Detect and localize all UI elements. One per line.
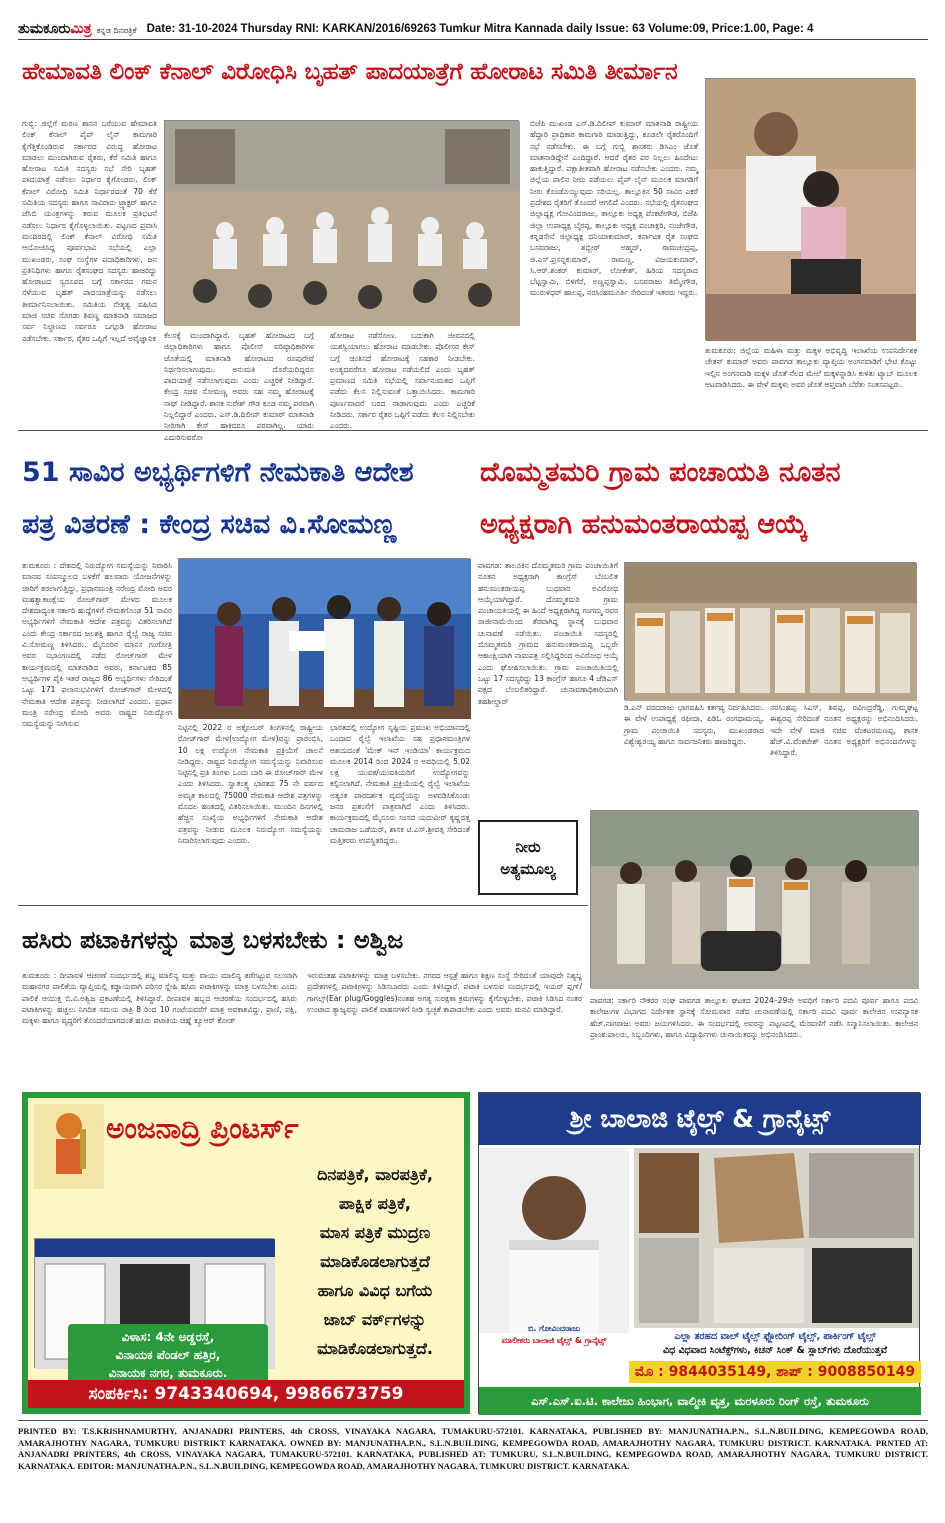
meeting-photo [164, 120, 519, 325]
ad1-hanuman-image [34, 1104, 104, 1189]
ad2-title: ಶ್ರೀ ಬಾಲಾಜಿ ಟೈಲ್ಸ್ & ಗ್ರಾನೈಟ್ಸ್ [479, 1093, 921, 1145]
balaji-tiles-ad [478, 1092, 920, 1414]
story1-headline: ಹೇಮಾವತಿ ಲಿಂಕ್ ಕೆನಾಲ್ ವಿರೋಧಿಸಿ ಬೃಹತ್ ಪಾದಯಾತ್ರೆಗೆ ಹೋರಾಟ ಸಮಿತಿ ತೀರ್ಮಾನ [22, 59, 678, 85]
ad2-phone: ಮೊ : 9844035149, ಶಾಪ್ : 9008850149 [629, 1361, 921, 1383]
story4-column-1: ತುಮಕೂರು : ದೀಪಾವಳಿ ಆಚರಣೆ ಸಂದರ್ಭದಲ್ಲಿ ಶಬ್ದ ಮಾಲಿನ್ಯ ಮತ್ತು ವಾಯು ಮಾಲಿನ್ಯ ತಡೆಗಟ್ಟುವ ಸಲುವಾಗಿ ಮಹಾನಗರ ಪಾಲಿಕೆಯ ವ್ಯಾಪ್ತಿಯಲ್ಲಿ ಕಡ್ಡಾಯವಾಗಿ ಪರಿಸರ ಸ್ನೇಹಿ ಹಸಿರು ಪಟಾಕಿಗಳನ್ನು ಮಾತ್ರ ಬಳಸಬೇಕು ಎಂದು ಪಾಲಿಕೆ ಆಯುಕ್ತ ಬಿ.ವಿ.ಅಶ್ವಿಜ ಪ್ರಕಟಣೆಯಲ್ಲಿ ತಿಳಿಸಿದ್ದಾರೆ. ದೀಪಾವಳಿ ಹಬ್ಬದ ಆಚರಣೆಯ ಸಂದರ್ಭದಲ್ಲಿ ಹಸಿರು ಪಟಾಕಿಗಳನ್ನು ಹಚ್ಚಲು ನಿಗದಿತ ಸಮಯ ರಾತ್ರಿ 8 ರಿಂದ 10 ಗಂಟೆಯವರೆಗೆ ಮಾತ್ರ ಅವಕಾಶವಿದ್ದು, ಪ್ರಾಣಿ, ಪಕ್ಷಿ, ಮಕ್ಕಳು ಹಾಗೂ ವೃದ್ಧರಿಗೆ ತೊಂದರೆಯಾಗದಂತೆ ಹಸಿರು ಪಟಾಕಿಯ ಚಿಹ್ನೆ ಕ್ಯೂಆರ್ ಕೋಡ್ [22, 971, 297, 1026]
panchayat-photo [624, 562, 916, 700]
rozgar-mela-photo-image [179, 559, 471, 719]
story1-column-1: ಗುಬ್ಬಿ: ಜಿಲ್ಲೆಗೆ ಮರಣ ಶಾಸನ ಬರೆಯುವ ಹೇಮಾವತಿ ಲಿಂಕ್ ಕೆನಾಲ್ ಪೈಪ್ ಲೈನ್ ಕಾಮಗಾರಿ ಕೈಗೆತ್ತಿಕೊಂಡಿರುವ ಸರ್ಕಾರದ ವಿರುದ್ಧ ಹೋರಾಟ ಮಾಡಲು ಮುಂದಾಗಿರುವ ರೈತರು, ಕೆರೆ ಸಮಿತಿ ಹಾಗೂ ಹೋರಾಟ ಸಮಿತಿ ಸದಸ್ಯರು ಸಭೆ ಸೇರಿ ಬೃಹತ್ ಪಾದಯಾತ್ರೆ ನಡೆಸಲು ನಿರ್ಧಾರ ಕೈಗೊಂಡರು. ಲಿಂಕ್ ಕೆನಾಲ್ ವಿರೋಧಿ ಸಮಿತಿ ನಿರ್ಧಾರದಂತೆ 70 ಕೆರೆ ಸಮಿತಿಯ ಸದಸ್ಯರು ಹಾಗೂ ಸಾವಿರಾರು ಟ್ರ್ಯಾಕ್ಟರ್ ಹಾಗೂ ಜೆಸಿಬಿ ಯಂತ್ರಗಳನ್ನು ತರುವ ಮೂಲಕ ಪ್ರತಿಭಟನೆ ನಡೆಸಲು ನಿರ್ಧಾರ ಕೈಗೊಳ್ಳಲಾಯಿತು. ಪಟ್ಟಣದ ಪ್ರವಾಸಿ ಮಂದಿರದಲ್ಲಿ ಲಿಂಕ್ ಕೆನಾಲ್ ವಿರೋಧಿ ಸಮಿತಿ ಆಯೋಜಿಸಿದ್ದ ಪೂರ್ವಭಾವಿ ಸಭೆಯಲ್ಲಿ ಎಲ್ಲಾ ಮುಖಂಡರು, ಸಂಘ ಸಂಸ್ಥೆಗಳ ಪದಾಧಿಕಾರಿಗಳು, ಜನ ಪ್ರತಿನಿಧಿಗಳು ಹಾಗೂ ರೈತಸಂಘದ ಸದಸ್ಯರು ಹಾಜರಿದ್ದು ಹೋರಾಟದ ಸ್ವರೂಪದ ಬಗ್ಗೆ ಸರ್ಕಾರದ ಗಮನ ಸೆಳೆಯುವ ಬೃಹತ್ ಪಾದಯಾತ್ರೆಯನ್ನು ನಡೆಸಲು ತೀರ್ಮಾನಿಸಲಾಯಿತು. ಸಮಿತಿಯ ನೇತೃತ್ವ ವಹಿಸಿದ ಮಾಜಿ ಸಚಿವ ಸೊಗಡು ಶಿವಣ್ಣ ಮಾತನಾಡಿ ಸಮಾಜದ ಸರ್ವ ನಿಲ್ದಾಣದ ಸರ್ವರೂ ಒಗ್ಗೂಡಿ ಹೋರಾಟ ನಡೆಸಬೇಕು. ಸರ್ಕಾರ, ರೈತರ ಒಪ್ಪಿಗೆ ಇಲ್ಲದೆ ಅವೈಜ್ಞಾನಿಕ [22, 119, 157, 343]
ad1-title: ಅಂಜನಾದ್ರಿ ಪ್ರಿಂಟರ್ಸ್ [106, 1112, 299, 1145]
imprint-footer: PRINTED BY: T.S.KRISHNAMURTHY, ANJANADRI PRINTERS, 4th CROSS, VINAYAKA NAGARA, TUMAKURU-572101. KARNATAKA, PUBLISHED BY: MANJUNATHA.P.N., S.L.N.BUILDING, KEMPEGOWDA ROAD, AMARAJHOTHY NAGARA, TUMKURU DISTRIKT KARNATAKA. OWNED BY: MANJUNATHA.P.N., S.L.N.BUILDING, KEMPEGOWDA ROAD, AMARAJHOTHY NAGARA, TUMKURU DISTRICT. KARNATAKA. PRNTED AT: ANJANADRI PRINTERS, 4th CROSS, VINAYAKA NAGARA, TUMAKURU-572101. KARNATAKA, PUBLISHED AT: TUMKURU, S.L.N.BUILDING, KEMPEGOWDA ROAD, AMARAJHOTHY NAGARA, TUMKURU DISTRICT. KARNATAKA. EDITOR: MANJUNATHA.P.N., S.L.N.BUILDING, KEMPEGOWDA ROAD, AMARAJHOTHY NAGARA, TUMKURU DISTRICT. KARNATAKA. [18, 1426, 928, 1471]
anganwadi-photo [705, 78, 915, 340]
ad1-services: ದಿನಪತ್ರಿಕೆ, ವಾರಪತ್ರಿಕೆ, ಪಾಕ್ಷಿಕ ಪತ್ರಿಕೆ, ಮಾಸ ಪತ್ರಿಕೆ ಮುದ್ರಣ ಮಾಡಿಕೊಡಲಾಗುತ್ತದೆ ಹಾಗೂ ವಿವಿಧ ಬಗೆಯ ಜಾಬ್ ವರ್ಕ್‌ಗಳನ್ನು ಮಾಡಿಕೊಡಲಾಗುತ್ತದೆ. [317, 1165, 433, 1358]
hanuman-illustration-icon [34, 1104, 104, 1189]
panchayat-photo-image [625, 563, 917, 701]
teachers-election-photo-image [591, 811, 919, 989]
meeting-photo-image [165, 121, 520, 326]
ad2-tiles-photo [634, 1148, 919, 1328]
story4-headline: ಹಸಿರು ಪಟಾಕಿಗಳನ್ನು ಮಾತ್ರ ಬಳಸಬೇಕು : ಅಶ್ವಿಜ [22, 926, 404, 954]
story3-column-1: ಪಾವಗಡ: ತಾಲೂಕಿನ ದೊಮ್ಮತಮರಿ ಗ್ರಾಮ ಪಂಚಾಯಿತಿಗೆ ನೂತನ ಅಧ್ಯಕ್ಷರಾಗಿ ಕಾಂಗ್ರೆಸ್ ಬೆಂಬಲಿತ ಹನುಮಂತರಾಯಪ್ಪ ಬುಧವಾರ ಅವಿರೋಧ ಆಯ್ಕೆಯಾಗಿದ್ದಾರೆ. ದೊಮ್ಮತಮರಿ ಗ್ರಾಮ ಪಂಚಾಯತಿಯಲ್ಲಿ ಈ ಹಿಂದೆ ಅಧ್ಯಕ್ಷರಾಗಿದ್ದ ಗಂಗಮ್ಮ ರವರ ರಾಜೀನಾಮೆಯಿಂದ ತೆರವಾಗಿದ್ದ ಸ್ಥಾನಕ್ಕೆ ಬುಧವಾರ ಚುನಾವಣೆ ನಡೆಯಿತು. ಪಂಚಾಯಿತಿ ಸದಸ್ಯರಲ್ಲಿ ದೊಮ್ಮತಮರಿ ಗ್ರಾಮದ ಹನುಮಂತರಾಯಪ್ಪ ಒಬ್ಬರೇ ಆಕಾಂಕ್ಷಿಯಾಗಿ ನಾಮಪತ್ರ ಸಲ್ಲಿಸಿದ್ದರಿಂದ ಅವಿರೋಧ ಆಯ್ಕೆ ಎಂದು ಘೋಷಿಸಲಾಯಿತು. ಗ್ರಾಮ ಪಂಚಾಯಿತಿಯಲ್ಲಿ ಒಟ್ಟು 17 ಸದಸ್ಯರಿದ್ದು 13 ಕಾಂಗ್ರೆಸ್ ಹಾಗೂ 4 ಜೆಡಿಎಸ್ ಪಕ್ಷದ ಬೆಂಬಲಿತರಿದ್ದಾರೆ. ಚುನಾವಣಾಧಿಕಾರಿಯಾಗಿ ತಹಶೀಲ್ದಾರ್ [478, 561, 618, 706]
anganwadi-caption: ತುಮಕೂರು: ಜಿಲ್ಲೆಯ ಮಹಿಳಾ ಮತ್ತು ಮಕ್ಕಳ ಅಭಿವೃದ್ಧಿ ಇಲಾಖೆಯ ಉಪನಿರ್ದೇಶಕ ಚೇತನ್ ಕುಮಾರ್ ಅವರು ಪಾವಗಡ ತಾಲ್ಲೂಕು ವ್ಯಾಪ್ತಿಯ ಅಂಗನವಾಡಿಗೆ ಭೇಟಿ ಕೊಟ್ಟು ಇಲ್ಲಿನ ಅಂಗನವಾಡಿ ಮಕ್ಕಳ ಜೊತೆ ನೆಲದ ಮೇಲೆ ಮಕ್ಕಳನ್ನಾಡಿಸಿ ಕುಳಿತು ಟ್ಯಾಬ್ ಮೂಲಕ ಆಟವಾಡಿಸಿದರು. ಈ ವೇಳೆ ಮಕ್ಕಳು ಅವರ ಜೊತೆ ಆಪ್ತವಾಗಿ ಬೆರೆತು ಸಂತಸಪಟ್ಟರು. [705, 346, 917, 389]
ad2-products: ಎಲ್ಲಾ ತರಹದ ವಾಲ್ ಟೈಲ್ಸ್ ಫ್ಲೋರಿಂಗ್ ಟೈಲ್ಸ್, ಪಾರ್ಕಿಂಗ್ ಟೈಲ್ಸ್ ವಿಧ ವಿಧವಾದ ಸಿಂಟೆಕ್ಸ್‌ಗಳು, ಕಿಚನ್ ಸಿಂಕ್ & ಸ್ಲಾಬ್‌ಗಳು ದೊರೆಯುತ್ತವೆ [662, 1331, 888, 1356]
story2-column-2: ನಿಟ್ಟಿನಲ್ಲಿ 2022 ರ ಅಕ್ಟೋಬರ್ ತಿಂಗಳಿನಲ್ಲಿ ರಾಷ್ಟ್ರೀಯ ರೋಜ್‌ಗಾರ್ ಮೇಳ(ಉದ್ಯೋಗ ಮೇಳ)ವನ್ನು ಪ್ರಾರಂಭಿಸಿ, 10 ಲಕ್ಷ ಉದ್ಯೋಗ ನೇಮಕಾತಿ ಪ್ರಕ್ರಿಯೆಗೆ ಚಾಲನೆ ನೀಡಿದ್ದರು. ರಾಷ್ಟ್ರದ ನಿರುದ್ಯೋಗ ಸಮಸ್ಯೆಯನ್ನು ನಿವಾರಿಸುವ ನಿಟ್ಟಿನಲ್ಲಿ ಪ್ರತಿ ತಿಂಗಳು ಒಂದು ಬಾರಿ ಈ ರೋಜ್‌ಗಾರ್ ಮೇಳ ಎಂದು ತಿಳಿಸಿದರು. ಸ್ವಾತಂತ್ರ್ಯ ಭಾರತದ 75 ನೇ ವರ್ಷದ ಅಮೃತ ಕಾಲದಲ್ಲಿ 75000 ನೇಮಕಾತಿ ಆದೇಶ ಪತ್ರಗಳನ್ನು ಮೊದಲ ಹಂತದಲ್ಲಿ ವಿತರಿಸಲಾಯಿತು. ಮುಂದಿನ ದಿನಗಳಲ್ಲಿ ಹೆಚ್ಚಿನ ಸಂಖ್ಯೆಯ ಅಭ್ಯರ್ಥಿಗಳಿಗೆ ನೇಮಕಾತಿ ಆದೇಶ ಪತ್ರವನ್ನು ನೀಡುವ ಮೂಲಕ ನಿರುದ್ಯೋಗ ಸಮಸ್ಯೆಯನ್ನು ನಿವಾರಿಸಲಾಗುವುದು ಎಂದರು. [178, 723, 323, 845]
anjanadri-printers-ad [22, 1092, 470, 1414]
panchayat-caption-b: ನರಸಿಂಹಪ್ಪ ಸಿಎಸ್, ಶಿವಪ್ಪ, ರವೀಂದ್ರರೆಡ್ಡಿ, ಗುಮ್ಮಘಟ್ಟ ಈಶ್ವರಪ್ಪ ಸೇರಿದಂತೆ ನೂತನ ಅಧ್ಯಕ್ಷರನ್ನು ಅಭಿನಂದಿಸಿದರು. ಇದೇ ವೇಳೆ ಮಾಜಿ ಸಚಿವ ವೆಂಕಟರಮಣಪ್ಪ, ಶಾಸಕ ಹೆಚ್.ವಿ.ವೆಂಕಟೇಶ್ ನೂತನ ಅಧ್ಯಕ್ಷರಿಗೆ ಅಭಿನಂದನೆಗಳನ್ನು ತಿಳಿಸಿದ್ದಾರೆ. [770, 703, 918, 758]
story3-headline-2: ಅಧ್ಯಕ್ಷರಾಗಿ ಹನುಮಂತರಾಯಪ್ಪ ಆಯ್ಕೆ [480, 509, 808, 540]
masthead [18, 18, 928, 40]
divider [18, 905, 588, 906]
ad1-address: ವಿಳಾಸ: 4ನೇ ಅಡ್ಡರಸ್ತೆ, ವಿನಾಯಕ ಪೆಂಡಲ್ ಹತ್ತಿರ, ವಿನಾಯಕ ನಗರ, ತುಮಕೂರು. [68, 1324, 268, 1386]
ad2-owner: ಬಿ. ಗೋವಿಂದರಾಜು ಮಾಲೀಕರು ಬಾಲಾಜಿ ಟೈಲ್ಸ್ & ಗ್ರಾನೈಟ್ಸ್ [501, 1324, 607, 1345]
masthead-logo: ತುಮಕೂರುಮಿತ್ರ ಕನ್ನಡ ದಿನಪತ್ರಿಕೆ [18, 20, 137, 37]
panchayat-caption-a: ಡಿ.ಎನ್ ವರದರಾಜು ಭಾಗವಹಿಸಿ ಕರ್ತವ್ಯ ನಿರ್ವಹಿಸಿದರು. ಈ ವೇಳೆ ಉಪಾಧ್ಯಕ್ಷೆ ರಫೀದಾ, ಪಿಡಿಓ ರಂಗಧಾಮಯ್ಯ, ಗ್ರಾಮ ಪಂಚಾಯಿತಿ ಸದಸ್ಯರು, ಮುಖಂಡರಾದ ವಿಶ್ವೇಶ್ವರಯ್ಯ ಹಾಗೂ ಸಾರ್ವಜನಿಕರು ಹಾಜರಿದ್ದರು. [624, 703, 764, 746]
story1-column-4: ಬಿಜೆಪಿ ಮುಖಂಡ ಎಸ್.ಡಿ.ದಿಲೀಪ್ ಕುಮಾರ್ ಮಾತನಾಡಿ ರಾಷ್ಟ್ರೀಯ ಹೆದ್ದಾರಿ ಪ್ರಾಧಿಕಾರ ಕಾಮಗಾರಿ ಮಾಡುತ್ತಿದ್ದು, ಕೂಡಲೇ ರೈತರೊಂದಿಗೆ ಸಭೆ ನಡೆಸಬೇಕು. ಈ ಬಗ್ಗೆ ಗುಬ್ಬಿ ಶಾಸಕರು ಡಿಸಿಎಂ ಜೊತೆ ಮಾತನಾಡಿದ್ದೇನೆ ಎಂದಿದ್ದಾರೆ. ಆದರೆ ರೈತರ ಪರ ನಿಲ್ಲಲು ಹಿಂದೇಟು ಹಾಕುತ್ತಿದ್ದಾರೆ. ಪಕ್ಷಾತೀತವಾಗಿ ಹೋರಾಟ ನಡೆಸಬೇಕು ಎಂದರು. ನಮ್ಮ ಜಿಲ್ಲೆಯ ಪಾಲಿನ ನೀರು ಪಡೆಯಲು ಪೈಪ್ ಲೈನ್ ಮೂಲಕ ಮಾಗಡಿಗೆ ನೀರು ಕೊಂಡೊಯ್ಯುವುದು ಸರಿಯಲ್ಲ. ತಾಲ್ಲೂಕಿನ 50 ಸಾವಿರ ಎಕರೆ ಪ್ರದೇಶದ ರೈತರಿಗೆ ತೊಂದರೆ ಆಗಲಿದೆ ಎಂದರು. ಸಭೆಯಲ್ಲಿ ರೈತಸಂಘದ ಜಿಲ್ಲಾಧ್ಯಕ್ಷ ಗೋವಿಂದರಾಜು, ತಾಲ್ಲೂಕು ಅಧ್ಯಕ್ಷ ವೆಂಕಟೇಗೌಡ, ಬಿಜೆಪಿ ಜಿಲ್ಲಾ ಉಪಾಧ್ಯಕ್ಷ ಬೈರಪ್ಪ, ತಾಲ್ಲೂಕು ಅಧ್ಯಕ್ಷ ಪಂಚಾಕ್ಷರಿ, ನಂಜೇಗೌಡ, ಕನ್ನಡಸೇನೆ ಜಿಲ್ಲಾಧ್ಯಕ್ಷ ಧನಿಯಾಕುಮಾರ್, ಕರ್ನಾಟಕ ರೈತ ಸಂಘದ ಬಸವರಾಜು, ಶಬ್ಬೀರ್ ಅಹ್ಮದ್, ರಾಮಚಂದ್ರಪ್ಪ, ಜಿ.ಎಸ್.ಪ್ರಸನ್ನಕುಮಾರ್, ರಾಮಣ್ಣ, ವಿಜಯಕುಮಾರ್, ಸಿ.ಆರ್.ಶಂಕರ್ ಕುಮಾರ್, ಲೋಕೇಶ್, ಹಿರಿಯ ಸದಸ್ಯರಾದ ಬೆಟ್ಟಸ್ವಾಮಿ, ಬಿಳಿಗೆರೆ, ಅಣ್ಣಪ್ಪಸ್ವಾಮಿ, ಬಸವರಾಜು ತಿಮ್ಮೇಗೌಡ, ಮುರುಳಿಧರ್ ಹಾಲಪ್ಪ, ನರಸಿಂಹಮೂರ್ತಿ ಸೇರಿದಂತೆ ಇತರರು ಇದ್ದರು. [530, 119, 698, 298]
rozgar-mela-photo [178, 558, 470, 718]
ad2-tiles-photo-image [634, 1148, 919, 1328]
story2-headline-2: ಪತ್ರ ವಿತರಣೆ : ಕೇಂದ್ರ ಸಚಿವ ವಿ.ಸೋಮಣ್ಣ [22, 509, 397, 540]
water-precious-box: ನೀರು ಅತ್ಯಮೂಲ್ಯ [478, 820, 578, 895]
story1-column-3: ಹೋರಾಟ ನಡೆಸೋಣ. ಬದುಕಾಗಿ ಜೀವನದಲ್ಲಿ ಯಶಸ್ವಿಯಾಗಲು ಹೋರಾಟ ಮಾಡಬೇಕು. ಪೊಲೀಸರ ಕೇಸ್ ಬಗ್ಗೆ ಚಿಂತಿಸದೆ ಹೋರಾಟಕ್ಕೆ ಸಹಕಾರ ನೀಡಬೇಕು. ಅಂತ್ಯದವರೆಗೂ ಹೋರಾಟ ನಡೆಯಲಿದೆ ಎಂದು ಬೃಹತ್ ಪ್ರಮಾಣದ ಸಮಿತಿ ಸಭೆಯಲ್ಲಿ ಸರ್ವಾನುಮತದ ಒಪ್ಪಿಗೆ ಪಡೆದು ಕೆಲಸ ನಿಲ್ಲಿಸುವಂತೆ ಒತ್ತಾಯಿಸಿದರು. ಕಾಮಗಾರಿ ಪೂರ್ಣವಾದರೆ ಬರದ ನಾಡಾಗುವುದು ಎಂದು ಎಚ್ಚರಿಕೆ ನೀಡಿದರು. ಸರ್ಕಾರ ರೈತರ ಒಪ್ಪಿಗೆ ಪಡೆದು ಕೆಲಸ ನಿಲ್ಲಿಸಬೇಕು ಎಂದರು. [330, 331, 475, 431]
ad2-owner-photo [479, 1148, 629, 1333]
ad1-contact: ಸಂಪರ್ಕಿಸಿ: 9743340694, 9986673759 [28, 1380, 464, 1408]
anganwadi-photo-image [706, 79, 916, 341]
story1-column-2: ಕೆಲಸಕ್ಕೆ ಮುಂದಾಗಿದ್ದಾರೆ. ಬೃಹತ್ ಹೋರಾಟದ ಬಗ್ಗೆ ಜಿಲ್ಲಾಧಿಕಾರಿಗಳು ಹಾಗೂ ಪೊಲೀಸ್ ವರಿಷ್ಠಾಧಿಕಾರಿಗಳ ಜೊತೆಯಲ್ಲಿ ಮಾತನಾಡಿ ಹೋರಾಟದ ರೂಪುರೇಷೆ ನಿರ್ಧರಿಸಲಾಗುವುದು. ಅನುಮತಿ ದೊರೆಯದಿದ್ದರೂ ಪಾದಯಾತ್ರೆ ನಡೆಸಲಾಗುವುದು ಎಂದು ಎಚ್ಚರಿಕೆ ನೀಡಿದ್ದಾರೆ. ಕೇಂದ್ರ ಸಚಿವ ಸೋಮಣ್ಣ ಅವರು ಸಹ ನಮ್ಮ ಹೋರಾಟಕ್ಕೆ ಸಾಥ್ ನೀಡಿದ್ದಾರೆ. ಶಾಸಕ ಸುರೇಶ್ ಗೌಡ ಕೂಡ ನಮ್ಮ ಪರವಾಗಿ ನಿಲ್ಲಲಿದ್ದಾರೆ ಎಂದರು. ಎಸ್.ಡಿ.ದಿಲೀಪ್ ಕುಮಾರ್ ಮಾತನಾಡಿ ನೀರಿಗಾಗಿ ಕೇಸ್ ಹಾಕಿದರೂ ಪರವಾಗಿಲ್ಲ. ಯಾರು ಎದುರಿಸುವರೋ [164, 331, 314, 442]
story2-column-3: ಭಾರತದಲ್ಲಿ ಉದ್ಯೋಗ ಸೃಷ್ಟಿಯ ಪ್ರಮುಖ ಅಭಿಯಾನದಲ್ಲಿ ಒಂದಾದ ರೈಲ್ವೆ ಇಲಾಖೆಯ ಸಹ ಪ್ರಧಾನಮಂತ್ರಿಗಳ ಆಶಯದಂತೆ 'ಮೇಕ್ ಇನ್ ಇಂಡಿಯಾ' ಕಾರ್ಯಕ್ರಮದ ಮೂಲಕ 2014 ರಿಂದ 2024 ರ ಅವಧಿಯಲ್ಲಿ 5.02 ಲಕ್ಷ ಯುವಕ/ಯುವತಿಯರಿಗೆ ಉದ್ಯೋಗವನ್ನು ಕಲ್ಪಿಸಲಾಗಿದೆ. ನೇಮಕಾತಿ ಪ್ರಕ್ರಿಯೆಯಲ್ಲಿ ರೈಲ್ವೆ ಇಲಾಖೆಯ ಅತ್ಯಂತ ಪಾರದರ್ಶಕ ವ್ಯವಸ್ಥೆಯನ್ನು ಅಳವಡಿಸಿಕೊಂಡು ಜನರ ಪ್ರಶಂಸೆಗೆ ಪಾತ್ರವಾಗಿದೆ ಎಂದು ತಿಳಿಸಿದರು. ಕಾರ್ಯಕ್ರಮದಲ್ಲಿ ಮೈಸೂರು ಸಂಸದ ಯದುವೀರ್ ಕೃಷ್ಣದತ್ತ ಚಾಮರಾಜ ಒಡೆಯರ್, ಶಾಸಕ ಟಿ.ಎಸ್.ಶ್ರೀವತ್ಸ ಸೇರಿದಂತೆ ಮತ್ತಿತರರು ಉಪಸ್ಥಿತರಿದ್ದರು. [330, 723, 470, 845]
teachers-election-photo [590, 810, 918, 988]
ad2-owner-photo-image [479, 1148, 629, 1333]
ad2-address: ಎಸ್.ಎಸ್.ಐ.ಟಿ. ಕಾಲೇಜು ಹಿಂಭಾಗ, ವಾಲ್ಮೀಕಿ ವೃತ್ತ, ಮರಳೂರು ರಿಂಗ್ ರಸ್ತೆ, ತುಮಕೂರು [479, 1387, 921, 1415]
story4-column-2: ಇರುವಂತಹ ಪಟಾಕಿಗಳನ್ನು ಮಾತ್ರ ಬಳಸಬೇಕು. ನಗರದ ಆಸ್ಪತ್ರೆ ಹಾಗೂ ಶಿಕ್ಷಣ ಸಂಸ್ಥೆ ಸೇರಿದಂತೆ ಯಾವುದೇ ನಿಶ್ಯಬ್ದ ಪ್ರದೇಶಗಳಲ್ಲಿ ಪಟಾಕಿಗಳನ್ನು ಸಿಡಿಸಬಾರದು ಎಂದು ತಿಳಿಸಿದ್ದಾರೆ. ಪಟಾಕಿ ಬಳಸುವ ಸಂದರ್ಭದಲ್ಲಿ ಇಯರ್ ಪ್ಲಗ್/ಗಾಗಲ್ಸ್(Ear plug/Goggles)ನಂತಹ ಅಗತ್ಯ ಸುರಕ್ಷತಾ ಕ್ರಮಗಳನ್ನು ಕೈಗೊಳ್ಳಬೇಕು. ಪಟಾಕಿ ಸಿಡಿಸಿದ ನಂತರ ಉಂಟಾದ ತ್ಯಾಜ್ಯವನ್ನು ಪಾಲಿಕೆ ವಾಹನಗಳಿಗೆ ನೀಡಿ ಸ್ವಚ್ಛತೆ ಕಾಪಾಡಬೇಕು ಎಂದು ಅವರು ಮನವಿ ಮಾಡಿದ್ದಾರೆ. [307, 971, 582, 1014]
teachers-election-caption: ಪಾವಗಡ: ಸರ್ಕಾರಿ ನೌಕರರ ಸಂಘ ಪಾವಗಡ ತಾಲ್ಲೂಕು ಘಟಕದ 2024–29ನೇ ಅವಧಿಗೆ ಸರ್ಕಾರಿ ಪದವಿ ಪೂರ್ವ ಹಾಗೂ ಪದವಿ ಕಾಲೇಜುಗಳ ವಿಭಾಗದ ನಿರ್ದೇಶಕ ಸ್ಥಾನಕ್ಕೆ ಸೋಮವಾರ ನಡೆದ ಚುನಾವಣೆಯಲ್ಲಿ ಸರ್ಕಾರಿ ಪದವಿ ಪೂರ್ವ ಕಾಲೇಜಿನ ಉಪನ್ಯಾಸಕ ಹೆಚ್.ನಾಗರಾಜು ಅವರು ಜಯಗಳಿಸಿದರು. ಈ ಸಂದರ್ಭದಲ್ಲಿ ಅವರನ್ನು ಪಟ್ಟಣದಲ್ಲಿ ಮೆರವಣಿಗೆ ನಡೆಸಿ ಸನ್ಮಾನಿಸಲಾಯಿತು. ಕಾಲೇಜಿನ ಪ್ರಾಂಶುಪಾಲರು, ಸಿಬ್ಬಂದಿಗಳು, ಹಾಗೂ ವಿದ್ಯಾರ್ಥಿಗಳು ಚುನಾಯಿತರನ್ನು ಅಭಿನಂದಿಸಿದರು. [590, 996, 918, 1039]
divider [18, 1420, 928, 1421]
story2-headline-1: 51 ಸಾವಿರ ಅಭ್ಯರ್ಥಿಗಳಿಗೆ ನೇಮಕಾತಿ ಆದೇಶ [22, 457, 414, 488]
masthead-info: Date: 31-10-2024 Thursday RNI: KARKAN/2016/69263 Tumkur Mitra Kannada daily Issue: 63 Volume:09, Price:1.00, Page: 4 [146, 22, 814, 35]
story2-column-1: ತುಮಕೂರು : ದೇಶದಲ್ಲಿ ನಿರುದ್ಯೋಗ ಸಮಸ್ಯೆಯನ್ನು ನಿವಾರಿಸಿ ಮಾನವ ಸಂಪನ್ಮೂಲದ ಬಳಕೆಗೆ ಹಲವಾರು ಯೋಜನೆಗಳನ್ನು ಜಾರಿಗೆ ತರಲಾಗುತ್ತಿದ್ದು, ಪ್ರಧಾನಮಂತ್ರಿ ನರೇಂದ್ರ ಮೋದಿ ಅವರ ಮಹತ್ವಾಕಾಂಕ್ಷೆಯ ರೋಜ್‌ಗಾರ್ ಮೇಳದ ಮೂಲಕ ದೇಶದಾದ್ಯಂತ ಸರ್ಕಾರಿ ಹುದ್ದೆಗಳಿಗೆ ನೇಮಕಗೊಂಡ 51 ಸಾವಿರ ಅಭ್ಯರ್ಥಿಗಳಿಗೆ ನೇಮಕಾತಿ ಆದೇಶ ಪತ್ರವನ್ನು ವಿತರಿಸಲಾಗಿದೆ ಎಂದು ಕೇಂದ್ರ ಸರ್ಕಾರದ ಜಲಶಕ್ತಿ ಹಾಗೂ ರೈಲ್ವೆ ರಾಜ್ಯ ಸಚಿವ ವಿ.ಸೋಮಣ್ಣ ತಿಳಿಸಿದರು. ಮೈಸೂರಿನ ಮಾನಸ ಗಂಗೋತ್ರಿ ಅವರ ಸಭಾಂಗಣದಲ್ಲಿ ನಡೆದ ರೋಜ್‌ಗಾರ್ ಮೇಳ ಕಾರ್ಯಕ್ರಮದಲ್ಲಿ ಮಾತನಾಡಿದ ಅವರು, ಕರ್ನಾಟಕದ 85 ಅಭ್ಯರ್ಥಿಗಳ ಪೈಕಿ ಇತರೆ ರಾಜ್ಯದ 86 ಅಭ್ಯರ್ಥಿಗಳು ಸೇರಿದಂತೆ ಒಟ್ಟು 171 ಫಲಾನುಭವಿಗಳಿಗೆ ರೋಜ್‌ಗಾರ್ ಮೇಳದಲ್ಲಿ ನೇಮಕಾತಿ ಆದೇಶ ಪತ್ರವನ್ನು ನೀಡಲಾಗಿದೆ ಎಂದರು. ಪ್ರಧಾನ ಮಂತ್ರಿ ನರೇಂದ್ರ ಮೋದಿ ಅವರು ರಾಷ್ಟ್ರದ ನಿರುದ್ಯೋಗ ಸಮಸ್ಯೆಯನ್ನು ನೀಗಿಸುವ [22, 561, 172, 729]
divider [18, 430, 928, 431]
story3-headline-1: ದೊಮ್ಮತಮರಿ ಗ್ರಾಮ ಪಂಚಾಯತಿ ನೂತನ [480, 457, 841, 488]
